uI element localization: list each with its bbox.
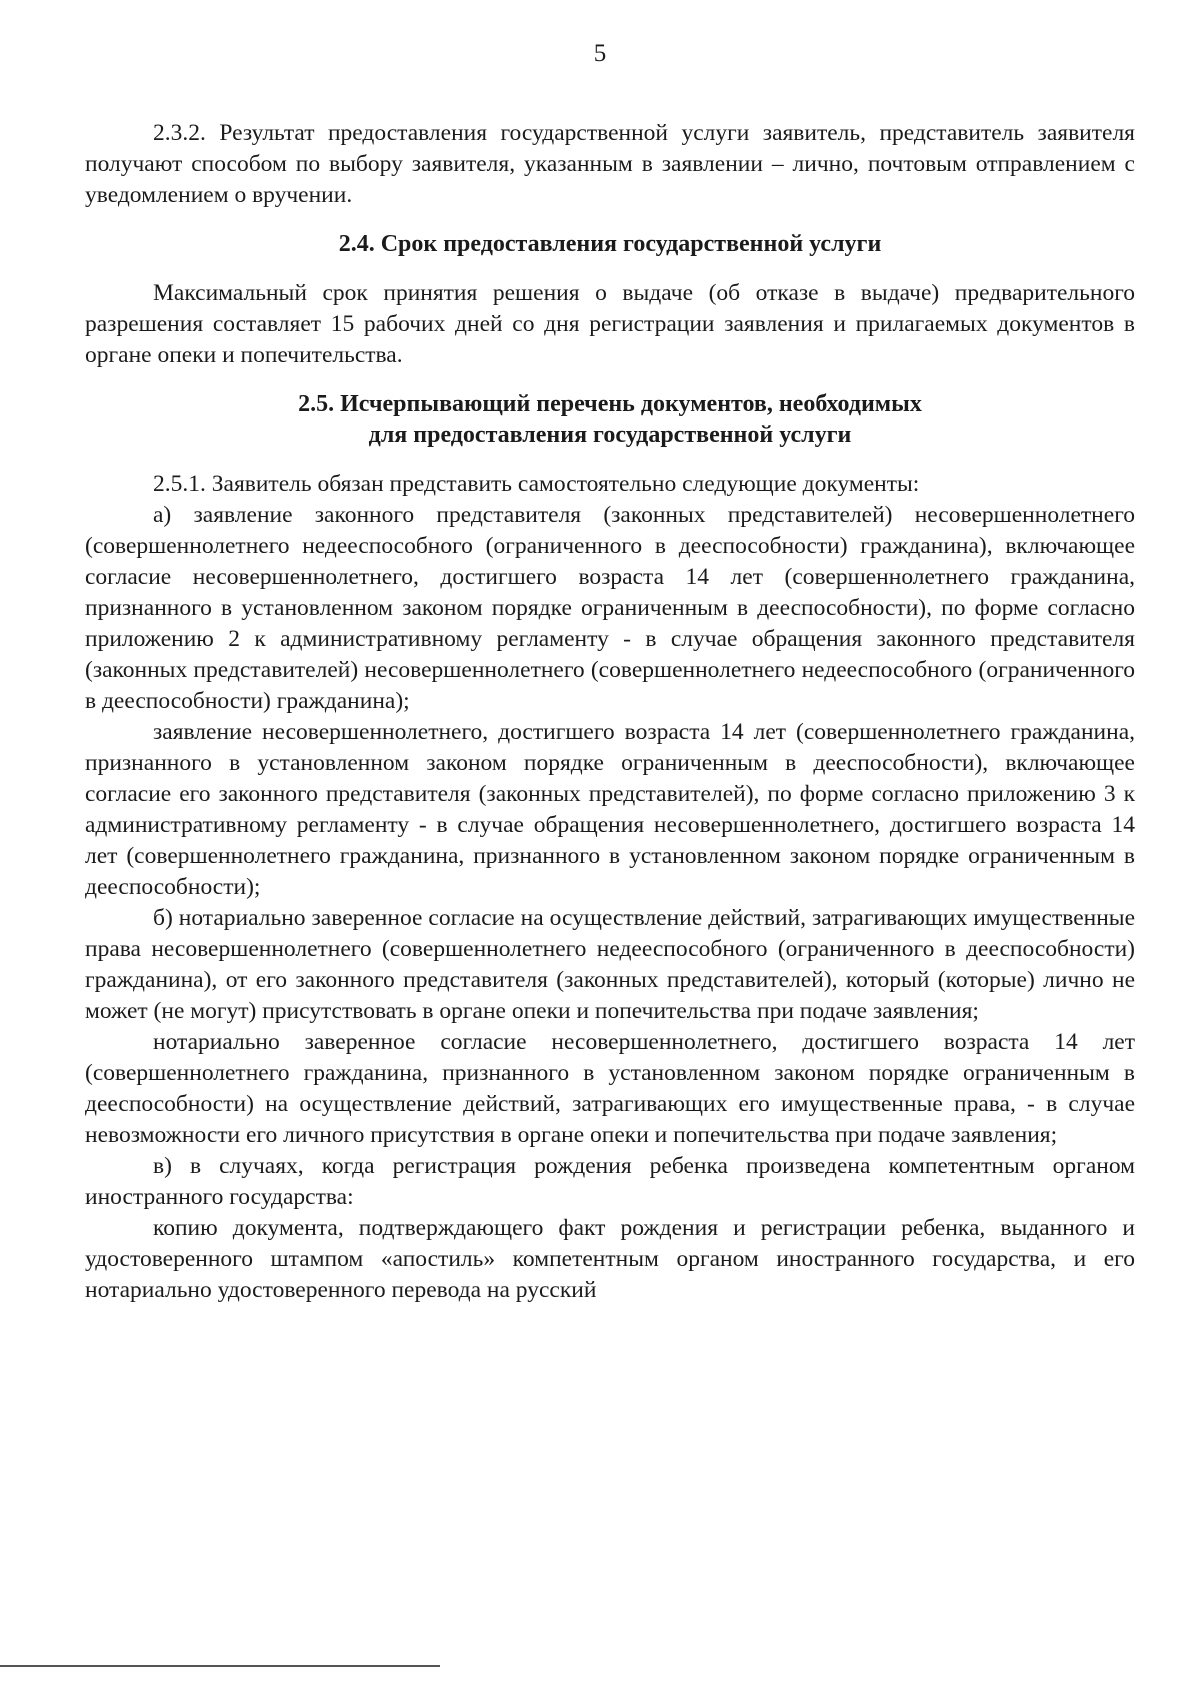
paragraph-2-3-2: 2.3.2. Результат предоставления государственной услуги заявитель, представитель заявителя получают способом по выбору заявителя, указанным в заявлении – лично, почтовым отправлением с уведомлением о вручении.: [85, 120, 1135, 208]
paragraph-item-a-minor: заявление несовершеннолетнего, достигшего возраста 14 лет (совершеннолетнего гражданина, признанного в установленном законом порядке ограниченным в дееспособности), включающее согласие его законного представителя (законных представителей), по форме согласно приложению 3 к административному регламенту - в случае обращения несовершеннолетнего, достигшего возраста 14 лет (совершеннолетнего гражданина, признанного в установленном законом порядке ограниченным в дееспособности);: [85, 719, 1135, 900]
paragraph-item-v-copy: копию документа, подтверждающего факт рождения и регистрации ребенка, выданного и удостоверенного штампом «апостиль» компетентным органом иностранного государства, и его нотариально удостоверенного перевода на русский: [85, 1215, 1135, 1303]
paragraph-item-b-minor: нотариально заверенное согласие несовершеннолетнего, достигшего возраста 14 лет (совершеннолетнего гражданина, признанного в установленном законом порядке ограниченным в дееспособности) на осуществление действий, затрагивающих его имущественные права, - в случае невозможности его личного присутствия в органе опеки и попечительства при подаче заявления;: [85, 1029, 1135, 1148]
footer-rule: [0, 1665, 440, 1667]
document-body: [85, 118, 1135, 1306]
heading-2-5-line1: 2.5. Исчерпывающий перечень документов, необходимых: [298, 391, 922, 417]
paragraph-item-v: в) в случаях, когда регистрация рождения ребенка произведена компетентным органом иностранного государства:: [85, 1153, 1135, 1210]
paragraph-item-b: б) нотариально заверенное согласие на осуществление действий, затрагивающих имущественные права несовершеннолетнего (совершеннолетнего недееспособного (ограниченного в дееспособности) гражданина), от его законного представителя (законных представителей), который (которые) лично не может (не могут) присутствовать в органе опеки и попечительства при подаче заявления;: [85, 905, 1135, 1024]
paragraph-2-5-1: 2.5.1. Заявитель обязан представить самостоятельно следующие документы:: [153, 471, 920, 497]
page-number: 5: [593, 40, 607, 67]
heading-2-5: [85, 389, 1135, 451]
paragraph-2-4-body: Максимальный срок принятия решения о выдаче (об отказе в выдаче) предварительного разрешения составляет 15 рабочих дней со дня регистрации заявления и прилагаемых документов в органе опеки и попечительства.: [85, 280, 1135, 368]
heading-2-5-line2: для предоставления государственной услуги: [368, 422, 852, 448]
heading-2-4: 2.4. Срок предоставления государственной услуги: [338, 231, 882, 257]
paragraph-item-a: а) заявление законного представителя (законных представителей) несовершеннолетнего (совершеннолетнего недееспособного (ограниченного в дееспособности) гражданина), включающее согласие несовершеннолетнего, достигшего возраста 14 лет (совершеннолетнего гражданина, признанного в установленном законом порядке ограниченным в дееспособности), по форме согласно приложению 2 к административному регламенту - в случае обращения законного представителя (законных представителей) несовершеннолетнего (совершеннолетнего недееспособного (ограниченного в дееспособности) гражданина);: [85, 502, 1135, 714]
